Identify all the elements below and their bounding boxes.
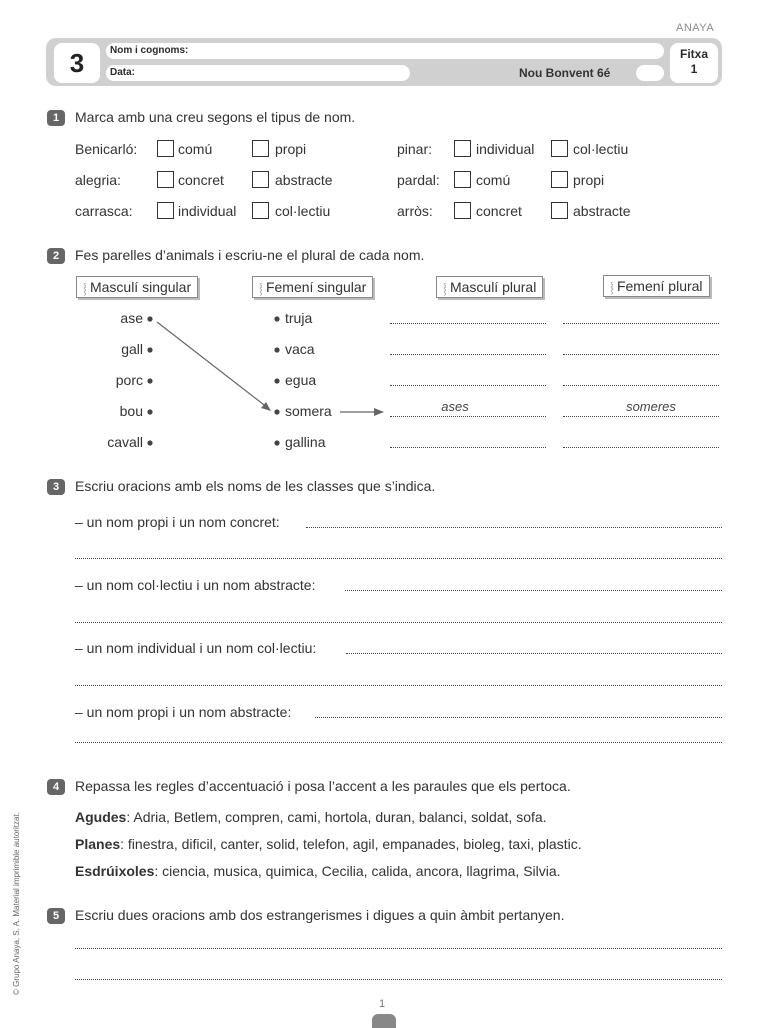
checkbox[interactable]: [551, 171, 568, 188]
answer-line[interactable]: [390, 416, 546, 417]
match-line: [157, 322, 268, 408]
plural-arrowhead: [374, 408, 384, 416]
answer-line[interactable]: [75, 558, 722, 559]
header-tag-feminine-plural: ⸾ Femení plural: [603, 275, 710, 297]
checkbox[interactable]: [252, 202, 269, 219]
match-dot: [147, 316, 152, 321]
q1-word: alegria:: [75, 172, 121, 188]
accent-category-label: Agudes: [75, 809, 127, 825]
q3-item: – un nom propi i un nom concret:: [75, 514, 280, 530]
checkbox[interactable]: [551, 202, 568, 219]
masculine-word: gall: [121, 341, 143, 357]
answer-line[interactable]: [563, 385, 719, 386]
answer-line[interactable]: [75, 979, 722, 980]
option-label: individual: [178, 203, 237, 219]
feminine-word: truja: [285, 310, 313, 326]
question-number-2: 2: [47, 248, 65, 264]
match-dot: [274, 347, 279, 352]
q3-item: – un nom individual i un nom col·lectiu:: [75, 640, 317, 656]
masculine-word: bou: [119, 403, 143, 419]
option-label: propi: [573, 172, 605, 188]
feminine-word: vaca: [285, 341, 315, 357]
answer-line[interactable]: [75, 622, 722, 623]
fitxa-number: 1: [690, 62, 698, 76]
answer-line[interactable]: [563, 323, 719, 324]
header-tag-feminine-singular: ⸾ Femení singular: [252, 276, 373, 298]
match-dot: [274, 440, 279, 445]
match-dot: [147, 409, 152, 414]
fitxa-label: Fitxa: [679, 47, 708, 61]
feminine-word: egua: [285, 372, 317, 388]
example-answer-masc-plural: ases: [441, 399, 469, 414]
checkbox[interactable]: [157, 140, 174, 157]
checkbox[interactable]: [252, 140, 269, 157]
answer-line[interactable]: [390, 323, 546, 324]
match-dot: [274, 316, 279, 321]
unit-number: 3: [54, 43, 100, 83]
question-1-prompt: Marca amb una creu segons el tipus de nom.: [75, 109, 356, 125]
answer-line[interactable]: [75, 742, 722, 743]
feminine-word: gallina: [285, 434, 326, 450]
fitxa-badge: [670, 43, 718, 83]
accent-word-list: : ciencia, musica, quimica, Cecilia, calida, ancora, llagrima, Silvia.: [154, 863, 561, 879]
page-number: 1: [379, 998, 386, 1010]
match-dot: [274, 409, 279, 414]
checkbox[interactable]: [551, 140, 568, 157]
masculine-word: ase: [120, 310, 143, 326]
answer-line[interactable]: [563, 416, 719, 417]
question-2-prompt: Fes parelles d’animals i escriu-ne el plural de cada nom.: [75, 247, 425, 263]
match-dot: [147, 440, 152, 445]
option-label: propi: [275, 141, 307, 157]
question-number-1: 1: [47, 110, 65, 126]
date-field[interactable]: Data:: [106, 65, 410, 81]
checkbox[interactable]: [454, 202, 471, 219]
answer-line[interactable]: [390, 354, 546, 355]
feminine-word: somera: [285, 403, 332, 419]
answer-line[interactable]: [75, 948, 722, 949]
header-blank-pill: [636, 65, 664, 81]
match-dot: [147, 378, 152, 383]
masculine-word: cavall: [107, 434, 143, 450]
accent-line-esdruixoles: [75, 863, 561, 879]
checkbox[interactable]: [157, 202, 174, 219]
question-3-prompt: Escriu oracions amb els noms de les classes que s’indica.: [75, 478, 436, 494]
header-tag-masculine-singular: ⸾ Masculí singular: [76, 276, 198, 298]
option-label: col·lectiu: [275, 203, 331, 219]
copyright-notice: © Grupo Anaya, S. A. Material imprimible autoritzat.: [12, 812, 21, 995]
option-label: abstracte: [573, 203, 631, 219]
answer-line[interactable]: [563, 447, 719, 448]
q1-word: pardal:: [397, 172, 440, 188]
option-label: comú: [178, 141, 213, 157]
checkbox[interactable]: [157, 171, 174, 188]
accent-line-agudes: [75, 809, 547, 825]
answer-line[interactable]: [346, 653, 722, 654]
question-5-prompt: Escriu dues oracions amb dos estrangerismes i digues a quin àmbit pertanyen.: [75, 907, 565, 923]
option-label: abstracte: [275, 172, 333, 188]
checkbox[interactable]: [454, 171, 471, 188]
accent-category-label: Planes: [75, 836, 121, 852]
checkbox[interactable]: [252, 171, 269, 188]
publisher-logo: ANAYA: [676, 22, 715, 34]
masculine-word: porc: [115, 372, 143, 388]
book-title: Nou Bonvent 6é: [519, 66, 611, 80]
example-answer-fem-plural: someres: [626, 399, 676, 414]
name-field[interactable]: Nom i cognoms:: [106, 43, 664, 59]
question-4-prompt: Repassa les regles d’accentuació i posa l’accent a les paraules que els pertoca.: [75, 778, 571, 794]
option-label: concret: [476, 203, 522, 219]
match-dot: [274, 378, 279, 383]
answer-line[interactable]: [315, 717, 722, 718]
accent-line-planes: [75, 836, 582, 852]
checkbox[interactable]: [454, 140, 471, 157]
answer-line[interactable]: [75, 685, 722, 686]
answer-line[interactable]: [345, 590, 722, 591]
option-label: individual: [476, 141, 535, 157]
q1-word: pinar:: [397, 141, 433, 157]
option-label: concret: [178, 172, 224, 188]
answer-line[interactable]: [306, 527, 722, 528]
answer-line[interactable]: [390, 447, 546, 448]
page-tab: [372, 1014, 396, 1028]
match-dot: [147, 347, 152, 352]
answer-line[interactable]: [390, 385, 546, 386]
matching-diagram: [140, 305, 400, 455]
answer-line[interactable]: [563, 354, 719, 355]
header-tag-masculine-plural: ⸾ Masculí plural: [436, 276, 543, 298]
q1-word: arròs:: [397, 203, 433, 219]
accent-word-list: : Adria, Betlem, compren, cami, hortola, duran, balanci, soldat, sofa.: [126, 809, 547, 825]
option-label: comú: [476, 172, 511, 188]
q1-word: carrasca:: [75, 203, 133, 219]
question-number-5: 5: [47, 908, 65, 924]
accent-category-label: Esdrúixoles: [75, 863, 155, 879]
q1-word: Benicarló:: [75, 141, 138, 157]
option-label: col·lectiu: [573, 141, 629, 157]
q3-item: – un nom col·lectiu i un nom abstracte:: [75, 577, 316, 593]
question-number-4: 4: [47, 779, 65, 795]
accent-word-list: : finestra, dificil, canter, solid, telefon, agil, empanades, bioleg, taxi, plastic.: [120, 836, 582, 852]
q3-item: – un nom propi i un nom abstracte:: [75, 704, 292, 720]
question-number-3: 3: [47, 479, 65, 495]
